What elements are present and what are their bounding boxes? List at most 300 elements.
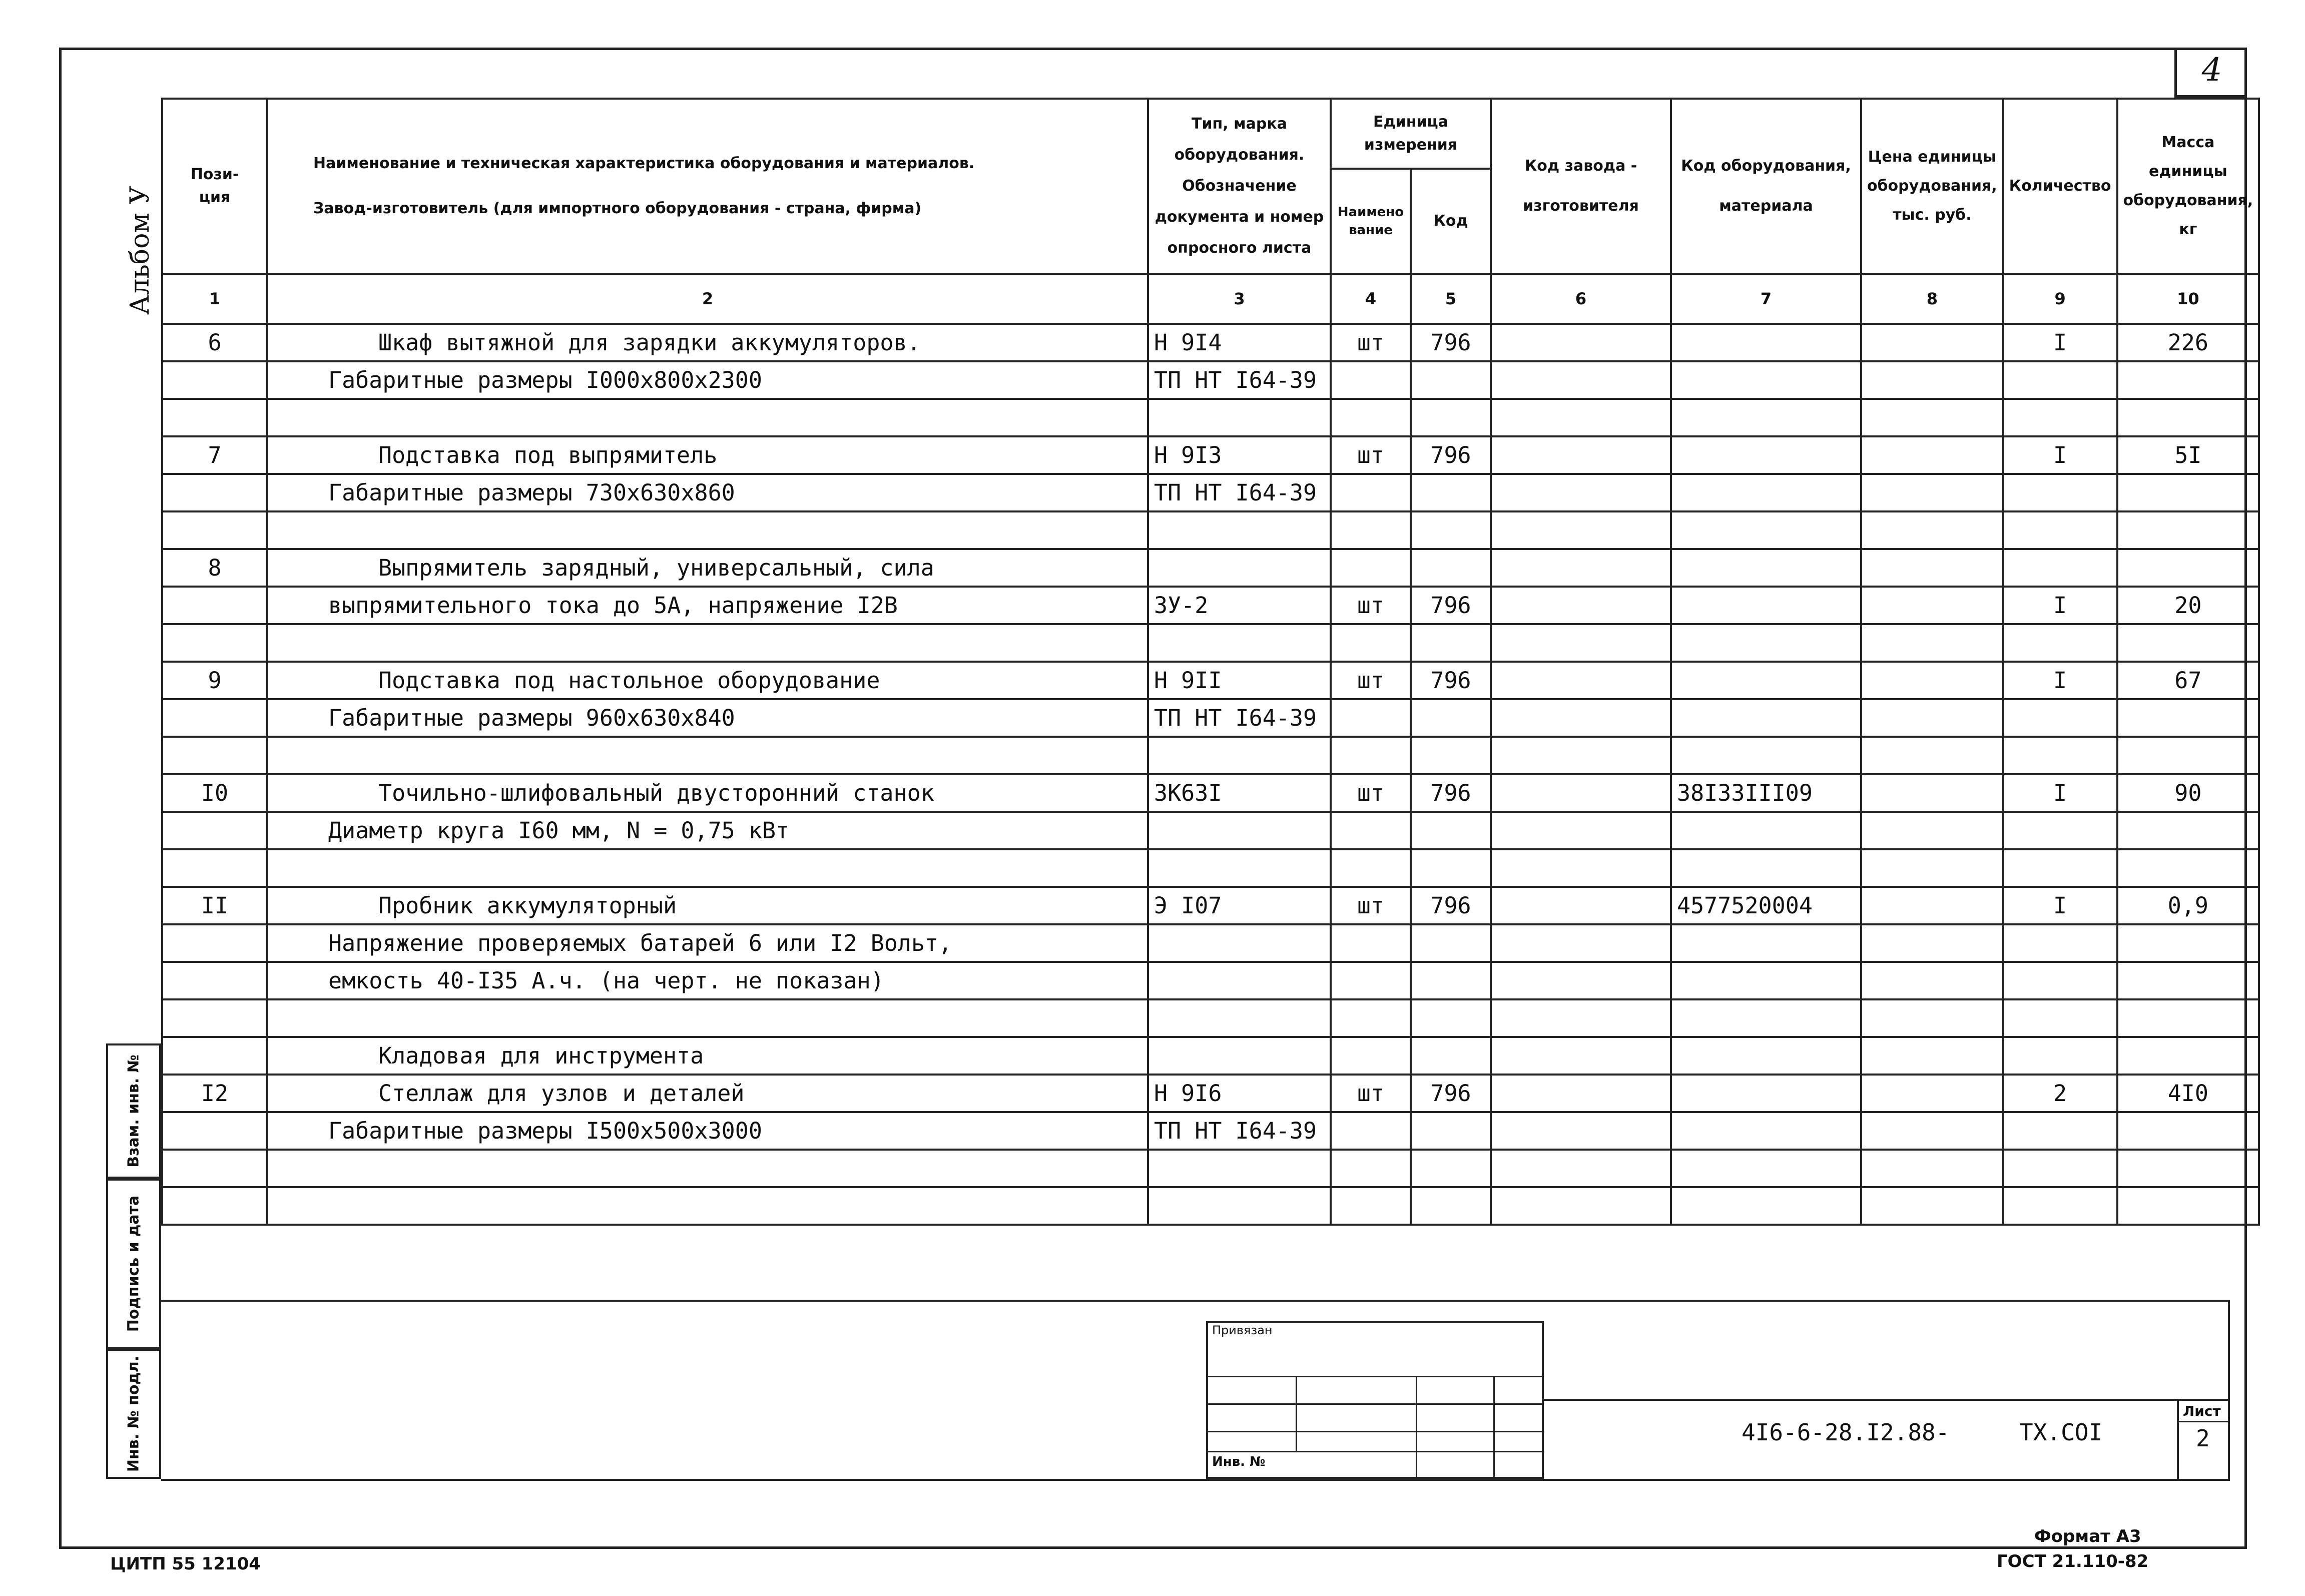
quantity-cell — [2003, 549, 2117, 587]
unit-code-cell — [1411, 1112, 1491, 1150]
table-row — [162, 324, 2259, 361]
type-cell — [1148, 1150, 1331, 1187]
name-cell: Габаритные размеры I000x800x2300 — [267, 361, 1148, 399]
factory-code-cell — [1491, 361, 1671, 399]
unit-cell — [1331, 511, 1411, 549]
type-cell — [1148, 624, 1331, 662]
position-cell — [162, 1037, 267, 1075]
table-row — [162, 1187, 2259, 1225]
unit-cell: шт — [1331, 1075, 1411, 1112]
name-cell: Габаритные размеры I500x500x3000 — [267, 1112, 1148, 1150]
factory-code-cell — [1491, 999, 1671, 1037]
position-cell — [162, 1112, 267, 1150]
factory-code-cell — [1491, 699, 1671, 737]
price-cell — [1861, 924, 2003, 962]
equipment-code-cell — [1671, 1112, 1861, 1150]
type-cell — [1148, 549, 1331, 587]
mass-cell — [2117, 511, 2259, 549]
mass-cell — [2117, 624, 2259, 662]
type-cell — [1148, 924, 1331, 962]
unit-cell — [1331, 962, 1411, 999]
unit-code-cell: 796 — [1411, 587, 1491, 624]
specification-rows — [162, 324, 2259, 1225]
quantity-cell — [2003, 737, 2117, 774]
unit-code-cell — [1411, 549, 1491, 587]
position-cell — [162, 624, 267, 662]
equipment-code-cell — [1671, 1075, 1861, 1112]
equipment-code-cell — [1671, 699, 1861, 737]
title-block-top-line — [161, 1300, 2228, 1302]
type-cell — [1148, 999, 1331, 1037]
quantity-cell — [2003, 812, 2117, 849]
col-number: 10 — [2117, 274, 2259, 324]
price-cell — [1861, 624, 2003, 662]
table-row — [162, 1037, 2259, 1075]
mass-cell — [2117, 924, 2259, 962]
mass-cell: 4I0 — [2117, 1075, 2259, 1112]
unit-code-cell: 796 — [1411, 436, 1491, 474]
type-cell: Н 9I3 — [1148, 436, 1331, 474]
unit-code-cell — [1411, 999, 1491, 1037]
header-name: Наименование и техническая характеристика оборудования и материалов. Завод-изготовитель (для импортного оборудования - страна, фирма) — [267, 99, 1148, 274]
price-cell — [1861, 1112, 2003, 1150]
unit-cell — [1331, 849, 1411, 887]
table-row — [162, 812, 2259, 849]
col-number: 9 — [2003, 274, 2117, 324]
quantity-cell: I — [2003, 324, 2117, 361]
type-cell — [1148, 737, 1331, 774]
table-row — [162, 662, 2259, 699]
unit-code-cell — [1411, 1037, 1491, 1075]
header-unit-group: Единица измерения — [1331, 99, 1491, 169]
price-cell — [1861, 1037, 2003, 1075]
price-cell — [1861, 887, 2003, 924]
col-number: 7 — [1671, 274, 1861, 324]
unit-code-cell — [1411, 474, 1491, 511]
col-number: 6 — [1491, 274, 1671, 324]
position-cell: I2 — [162, 1075, 267, 1112]
factory-code-cell — [1491, 812, 1671, 849]
mass-cell: 90 — [2117, 774, 2259, 812]
unit-cell — [1331, 1187, 1411, 1225]
equipment-code-cell — [1671, 474, 1861, 511]
quantity-cell — [2003, 399, 2117, 436]
mass-cell — [2117, 812, 2259, 849]
factory-code-cell — [1491, 924, 1671, 962]
quantity-cell — [2003, 1150, 2117, 1187]
position-cell — [162, 849, 267, 887]
name-cell: Габаритные размеры 730x630x860 — [267, 474, 1148, 511]
unit-cell — [1331, 924, 1411, 962]
table-row — [162, 699, 2259, 737]
type-cell — [1148, 1187, 1331, 1225]
price-cell — [1861, 999, 2003, 1037]
table-row — [162, 1075, 2259, 1112]
unit-code-cell — [1411, 361, 1491, 399]
factory-code-cell — [1491, 737, 1671, 774]
factory-code-cell — [1491, 549, 1671, 587]
unit-cell — [1331, 737, 1411, 774]
position-cell — [162, 399, 267, 436]
type-cell: Н 9I6 — [1148, 1075, 1331, 1112]
unit-code-cell — [1411, 962, 1491, 999]
type-cell: ТП НТ I64-39 — [1148, 699, 1331, 737]
mass-cell — [2117, 737, 2259, 774]
header-factory-code: Код завода - изготовителя — [1491, 99, 1671, 274]
name-cell: Подставка под выпрямитель — [267, 436, 1148, 474]
type-cell: ТП НТ I64-39 — [1148, 361, 1331, 399]
mass-cell: 67 — [2117, 662, 2259, 699]
unit-code-cell: 796 — [1411, 662, 1491, 699]
quantity-cell: I — [2003, 662, 2117, 699]
quantity-cell — [2003, 849, 2117, 887]
quantity-cell: I — [2003, 887, 2117, 924]
col-number: 3 — [1148, 274, 1331, 324]
title-block-bottom-line — [161, 1479, 2228, 1481]
type-cell: ТП НТ I64-39 — [1148, 474, 1331, 511]
table-row — [162, 774, 2259, 812]
unit-code-cell: 796 — [1411, 774, 1491, 812]
unit-cell — [1331, 1037, 1411, 1075]
name-cell: Габаритные размеры 960x630x840 — [267, 699, 1148, 737]
document-code: ТХ.COI — [2019, 1419, 2103, 1446]
table-row — [162, 924, 2259, 962]
price-cell — [1861, 399, 2003, 436]
equipment-code-cell — [1671, 436, 1861, 474]
unit-cell — [1331, 1112, 1411, 1150]
designation-top-line — [1544, 1399, 2228, 1401]
equipment-code-cell — [1671, 662, 1861, 699]
name-cell: Напряжение проверяемых батарей 6 или I2 Вольт, — [267, 924, 1148, 962]
factory-code-cell — [1491, 399, 1671, 436]
unit-code-cell — [1411, 511, 1491, 549]
table-row — [162, 1112, 2259, 1150]
unit-code-cell: 796 — [1411, 324, 1491, 361]
position-cell: II — [162, 887, 267, 924]
stamp-header: Привязан — [1212, 1323, 1273, 1337]
unit-cell — [1331, 399, 1411, 436]
position-cell — [162, 474, 267, 511]
price-cell — [1861, 699, 2003, 737]
unit-cell — [1331, 812, 1411, 849]
position-cell: 9 — [162, 662, 267, 699]
factory-code-cell — [1491, 1075, 1671, 1112]
specification-table — [161, 98, 2260, 1226]
mass-cell — [2117, 1037, 2259, 1075]
name-cell — [267, 737, 1148, 774]
equipment-code-cell — [1671, 399, 1861, 436]
col-number: 1 — [162, 274, 267, 324]
type-cell — [1148, 962, 1331, 999]
album-label: Альбом У — [125, 186, 155, 315]
document-number: 4I6-6-28.I2.88- — [1742, 1419, 1950, 1446]
position-cell: 6 — [162, 324, 267, 361]
position-cell — [162, 699, 267, 737]
equipment-code-cell: 38I33III09 — [1671, 774, 1861, 812]
table-row — [162, 436, 2259, 474]
price-cell — [1861, 1075, 2003, 1112]
unit-code-cell — [1411, 699, 1491, 737]
quantity-cell: I — [2003, 436, 2117, 474]
price-cell — [1861, 812, 2003, 849]
unit-cell: шт — [1331, 587, 1411, 624]
type-cell: Н 9I4 — [1148, 324, 1331, 361]
price-cell — [1861, 474, 2003, 511]
quantity-cell — [2003, 511, 2117, 549]
name-cell: Выпрямитель зарядный, универсальный, сила — [267, 549, 1148, 587]
position-cell — [162, 361, 267, 399]
unit-cell — [1331, 549, 1411, 587]
unit-code-cell — [1411, 924, 1491, 962]
unit-cell — [1331, 624, 1411, 662]
quantity-cell — [2003, 962, 2117, 999]
position-cell — [162, 737, 267, 774]
mass-cell — [2117, 849, 2259, 887]
price-cell — [1861, 361, 2003, 399]
price-cell — [1861, 774, 2003, 812]
table-row — [162, 849, 2259, 887]
type-cell: Н 9II — [1148, 662, 1331, 699]
name-cell: Пробник аккумуляторный — [267, 887, 1148, 924]
header-type: Тип, марка оборудования. Обозначение документа и номер опросного листа — [1148, 99, 1331, 274]
name-cell — [267, 849, 1148, 887]
side-stamp-inventory: Инв. № подл. — [106, 1349, 161, 1479]
unit-code-cell — [1411, 1150, 1491, 1187]
equipment-code-cell — [1671, 1037, 1861, 1075]
footer-format: Формат А3 — [2034, 1526, 2141, 1546]
name-cell: Диаметр круга I60 мм, N = 0,75 кВт — [267, 812, 1148, 849]
quantity-cell — [2003, 1112, 2117, 1150]
sheet-box — [2177, 1399, 2230, 1481]
quantity-cell: I — [2003, 774, 2117, 812]
factory-code-cell — [1491, 324, 1671, 361]
mass-cell — [2117, 361, 2259, 399]
mass-cell — [2117, 999, 2259, 1037]
position-cell: 7 — [162, 436, 267, 474]
factory-code-cell — [1491, 1037, 1671, 1075]
mass-cell: 20 — [2117, 587, 2259, 624]
name-cell — [267, 624, 1148, 662]
equipment-code-cell — [1671, 999, 1861, 1037]
price-cell — [1861, 1187, 2003, 1225]
factory-code-cell — [1491, 474, 1671, 511]
type-cell: ТП НТ I64-39 — [1148, 1112, 1331, 1150]
quantity-cell — [2003, 361, 2117, 399]
position-cell — [162, 587, 267, 624]
col-number: 2 — [267, 274, 1148, 324]
position-cell — [162, 924, 267, 962]
position-cell — [162, 1187, 267, 1225]
footer-left: ЦИТП 55 12104 — [110, 1554, 261, 1574]
table-row — [162, 399, 2259, 436]
equipment-code-cell — [1671, 962, 1861, 999]
mass-cell — [2117, 549, 2259, 587]
position-cell — [162, 999, 267, 1037]
factory-code-cell — [1491, 1150, 1671, 1187]
quantity-cell — [2003, 624, 2117, 662]
factory-code-cell — [1491, 849, 1671, 887]
col-number: 8 — [1861, 274, 2003, 324]
mass-cell — [2117, 1112, 2259, 1150]
type-cell — [1148, 1037, 1331, 1075]
position-cell: I0 — [162, 774, 267, 812]
unit-cell: шт — [1331, 662, 1411, 699]
equipment-code-cell — [1671, 511, 1861, 549]
binding-stamp — [1206, 1321, 1544, 1479]
unit-cell — [1331, 999, 1411, 1037]
mass-cell — [2117, 1187, 2259, 1225]
price-cell — [1861, 1150, 2003, 1187]
sheet-label: Лист — [2183, 1403, 2221, 1419]
name-cell: Шкаф вытяжной для зарядки аккумуляторов. — [267, 324, 1148, 361]
quantity-cell: 2 — [2003, 1075, 2117, 1112]
equipment-code-cell — [1671, 587, 1861, 624]
unit-cell: шт — [1331, 436, 1411, 474]
header-quantity: Количество — [2003, 99, 2117, 274]
header-price: Цена единицы оборудования, тыс. руб. — [1861, 99, 2003, 274]
factory-code-cell — [1491, 1112, 1671, 1150]
price-cell — [1861, 511, 2003, 549]
col-number: 4 — [1331, 274, 1411, 324]
mass-cell — [2117, 399, 2259, 436]
type-cell: ЗУ-2 — [1148, 587, 1331, 624]
table-row — [162, 361, 2259, 399]
type-cell — [1148, 812, 1331, 849]
type-cell — [1148, 849, 1331, 887]
factory-code-cell — [1491, 436, 1671, 474]
unit-cell — [1331, 474, 1411, 511]
table-row — [162, 549, 2259, 587]
quantity-cell — [2003, 999, 2117, 1037]
factory-code-cell — [1491, 511, 1671, 549]
header-position: Пози- ция — [162, 99, 267, 274]
quantity-cell — [2003, 924, 2117, 962]
price-cell — [1861, 849, 2003, 887]
name-cell: Точильно-шлифовальный двусторонний станок — [267, 774, 1148, 812]
stamp-inventory-label: Инв. № — [1212, 1454, 1266, 1469]
corner-sheet-number: 4 — [2174, 48, 2247, 98]
unit-cell — [1331, 699, 1411, 737]
factory-code-cell — [1491, 962, 1671, 999]
equipment-code-cell: 4577520004 — [1671, 887, 1861, 924]
unit-code-cell — [1411, 812, 1491, 849]
position-cell: 8 — [162, 549, 267, 587]
mass-cell: 5I — [2117, 436, 2259, 474]
quantity-cell: I — [2003, 587, 2117, 624]
price-cell — [1861, 587, 2003, 624]
unit-code-cell — [1411, 737, 1491, 774]
quantity-cell — [2003, 474, 2117, 511]
mass-cell — [2117, 962, 2259, 999]
table-row — [162, 1150, 2259, 1187]
position-cell — [162, 511, 267, 549]
header-unit-code: Код — [1411, 169, 1491, 274]
equipment-code-cell — [1671, 1150, 1861, 1187]
name-cell: Кладовая для инструмента — [267, 1037, 1148, 1075]
table-row — [162, 474, 2259, 511]
equipment-code-cell — [1671, 1187, 1861, 1225]
footer-gost: ГОСТ 21.110-82 — [1997, 1551, 2149, 1571]
equipment-code-cell — [1671, 324, 1861, 361]
equipment-code-cell — [1671, 849, 1861, 887]
equipment-code-cell — [1671, 924, 1861, 962]
table-row — [162, 999, 2259, 1037]
factory-code-cell — [1491, 624, 1671, 662]
name-cell: емкость 40-I35 А.ч. (на черт. не показан) — [267, 962, 1148, 999]
name-cell — [267, 999, 1148, 1037]
price-cell — [1861, 324, 2003, 361]
type-cell — [1148, 399, 1331, 436]
position-cell — [162, 812, 267, 849]
name-cell — [267, 511, 1148, 549]
price-cell — [1861, 549, 2003, 587]
unit-cell: шт — [1331, 324, 1411, 361]
quantity-cell — [2003, 1187, 2117, 1225]
equipment-code-cell — [1671, 361, 1861, 399]
factory-code-cell — [1491, 662, 1671, 699]
equipment-code-cell — [1671, 624, 1861, 662]
table-row — [162, 624, 2259, 662]
factory-code-cell — [1491, 1187, 1671, 1225]
price-cell — [1861, 436, 2003, 474]
factory-code-cell — [1491, 774, 1671, 812]
mass-cell — [2117, 699, 2259, 737]
equipment-code-cell — [1671, 737, 1861, 774]
table-row — [162, 887, 2259, 924]
unit-cell: шт — [1331, 774, 1411, 812]
header-equipment-code: Код оборудования, материала — [1671, 99, 1861, 274]
header-mass: Масса единицы оборудования, кг — [2117, 99, 2259, 274]
mass-cell: 226 — [2117, 324, 2259, 361]
type-cell — [1148, 511, 1331, 549]
quantity-cell — [2003, 699, 2117, 737]
position-cell — [162, 962, 267, 999]
sheet-number: 2 — [2196, 1425, 2210, 1452]
header-unit-name: Наименование — [1331, 169, 1411, 274]
name-cell — [267, 1187, 1148, 1225]
table-row — [162, 737, 2259, 774]
position-cell — [162, 1150, 267, 1187]
unit-cell: шт — [1331, 887, 1411, 924]
side-stamp-signature: Подпись и дата — [106, 1179, 161, 1349]
side-stamp-replacement: Взам. инв. № — [106, 1043, 161, 1179]
price-cell — [1861, 962, 2003, 999]
equipment-code-cell — [1671, 812, 1861, 849]
price-cell — [1861, 737, 2003, 774]
table-row — [162, 962, 2259, 999]
factory-code-cell — [1491, 887, 1671, 924]
price-cell — [1861, 662, 2003, 699]
factory-code-cell — [1491, 587, 1671, 624]
table-row — [162, 587, 2259, 624]
name-cell: Подставка под настольное оборудование — [267, 662, 1148, 699]
unit-code-cell — [1411, 1187, 1491, 1225]
name-cell — [267, 1150, 1148, 1187]
equipment-code-cell — [1671, 549, 1861, 587]
unit-cell — [1331, 361, 1411, 399]
quantity-cell — [2003, 1037, 2117, 1075]
table-row — [162, 511, 2259, 549]
col-number: 5 — [1411, 274, 1491, 324]
mass-cell: 0,9 — [2117, 887, 2259, 924]
name-cell: выпрямительного тока до 5А, напряжение I2В — [267, 587, 1148, 624]
unit-code-cell: 796 — [1411, 887, 1491, 924]
type-cell: Э I07 — [1148, 887, 1331, 924]
unit-code-cell — [1411, 849, 1491, 887]
name-cell: Стеллаж для узлов и деталей — [267, 1075, 1148, 1112]
name-cell — [267, 399, 1148, 436]
type-cell: ЗК63I — [1148, 774, 1331, 812]
